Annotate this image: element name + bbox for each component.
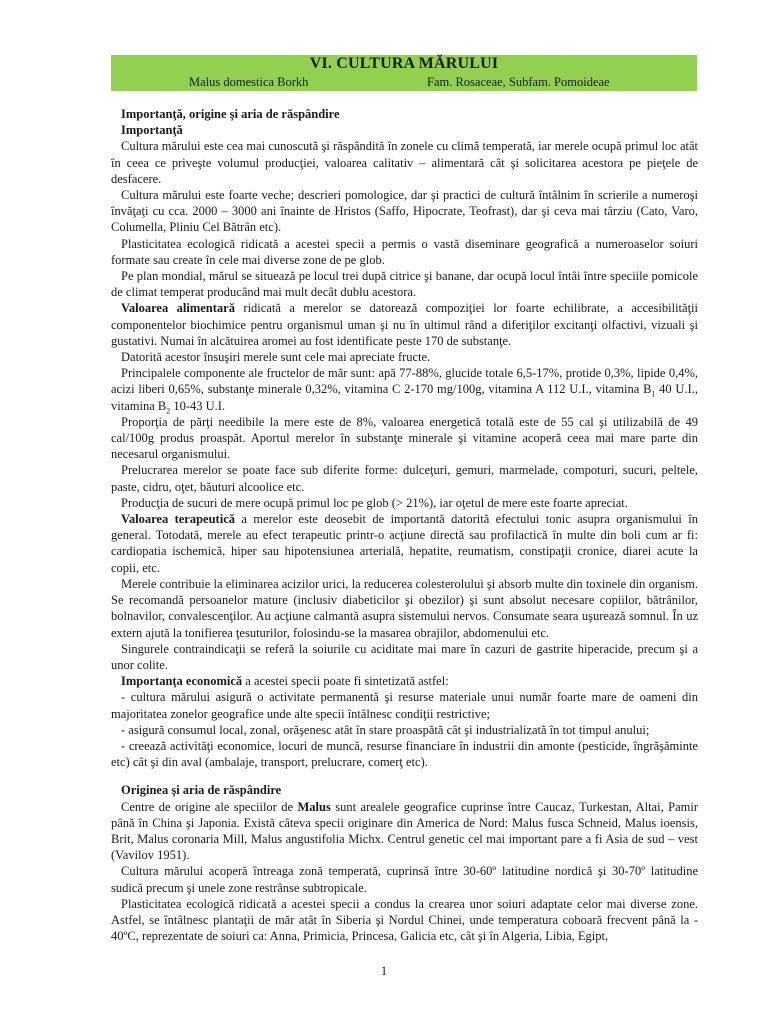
paragraph-text: a acestei specii poate fi sintetizată astfel:	[242, 674, 449, 689]
spacer	[111, 770, 698, 782]
paragraph	[111, 365, 698, 414]
paragraph: Cultura mărului este foarte veche; descrieri pomologice, dar şi practici de cultură întâlnim în scrierile a numeroşi învăţaţi cu cca. 2000 – 3000 ani înainte de Hristos (Saffo, Hipocrate, Teofrast), dar şi ceva mai târziu (Cato, Varo, Columella, Pliniu Cel Bătrân etc).	[111, 188, 698, 235]
paragraph: Cultura mărului este cea mai cunoscută şi răspândită în zonele cu climă temperată, iar merele ocupă primul loc atât în ceea ce priveşte volumul producţiei, valoarea calitativ – alimentară cât şi solicitarea acestora pe pieţele de desfacere.	[111, 139, 698, 186]
bold-term: Valoarea terapeutică	[121, 512, 235, 527]
paragraph-text: 40 U.I., vitamina B	[111, 382, 698, 413]
paragraph: Proporţia de părţi needibile la mere este de 8%, valoarea energetică totală este de 55 cal şi utilizabilă de 49 cal/100g produs proaspăt. Aportul merelor în substanţe minerale şi vitamine acoperă ceea mai mare parte din necesarul organismului.	[111, 414, 698, 462]
paragraph-text: 10-43 U.I.	[170, 398, 226, 413]
bold-term: Malus	[297, 799, 331, 814]
paragraph: Datorită acestor însuşiri merele sunt cele mai apreciate fructe.	[121, 350, 431, 365]
subscript: 2	[166, 406, 171, 416]
paragraph-text: Centre de origine ale speciilor de	[121, 799, 298, 814]
list-item: - creează activităţi economice, locuri de muncă, resurse financiare în industrii din amonte (pesticide, îngrăşăminte etc) cât şi din aval (ambalaje, transport, prelucrare, comerţ etc).	[111, 738, 698, 770]
subscript: 1	[651, 389, 656, 399]
paragraph: Merele contribuie la eliminarea acizilor urici, la reducerea colesterolului şi absorb multe din toxinele din organism. Se recomandă persoanelor mature (inclusiv diabeticilor şi obezilor) şi sunt absolut necesare copiilor, bătrânilor, bolnavilor, convalescenţilor. Au acţiune calmantă asupra sistemului nervos. Consumate seara uşurează somnul. În uz extern ajută la tonifierea ţesuturilor, folosindu-se la masarea obrajilor, abdomenului etc.	[111, 576, 698, 640]
bold-term: Importanţa economică	[121, 674, 243, 689]
paragraph: Pe plan mondial, mărul se situează pe locul trei după citrice şi banane, dar ocupă locul întâi între speciile pomicole de climat temperat producând mai mult decât dublu acestora.	[111, 269, 698, 300]
paragraph: Cultura mărului acoperă întreaga zonă temperată, cuprinsă între 30-60º latitudine nordică şi 30-70º latitudine sudică precum şi unele zone restrânse subtropicale.	[111, 864, 698, 895]
section-heading: Importanţă, origine şi aria de răspândire	[121, 107, 340, 121]
subsection-heading: Importanţă	[121, 123, 183, 138]
list-item: - cultura mărului asigură o activitate permanentă şi resurse materiale unui număr foarte mare de oameni din majoritatea zonelor geografice unde alte specii întâlnesc condiţii restrictive;	[111, 690, 698, 721]
paragraph: Plasticitatea ecologică ridicată a acestei specii a condus la crearea unor soiuri adaptate celor mai diverse zone. Astfel, se întâlnesc plantaţii de măr atât în Siberia şi Nordul Chinei, unde temperatura coboară frecvent până la - 40ºC, reprezentate de soiuri ca: Anna, Primicia, Princesa, Galicia etc, cât şi în Algeria, Libia, Egipt,	[111, 896, 698, 944]
species-name: Malus domestica Borkh	[189, 75, 309, 89]
paragraph: Producţia de sucuri de mere ocupă primul loc pe glob (> 21%), iar oţetul de mere este foarte apreciat.	[121, 495, 628, 510]
list-item: - asigură consumul local, zonal, orăşenesc atât în stare proaspătă cât şi industrializată în tot timpul anului;	[121, 722, 650, 737]
section-heading: Originea şi aria de răspândire	[121, 783, 282, 798]
paragraph: Plasticitatea ecologică ridicată a acestei specii a permis o vastă diseminare geografică a numeroaselor soiuri formate sau create în cele mai diverse zone de pe glob.	[111, 236, 698, 267]
paragraph-text: ridicată a merelor se datorează compoziţiei lor foarte echilibrate, a accesibilităţii componentelor biochimice pentru organismul uman şi nu în ultimul rând a diferiţilor excitanţi olfactivi, vizuali şi gustativi. Numai în alcătuirea aromei au fost identificate peste 170 de substanţe.	[111, 301, 699, 348]
paragraph	[111, 300, 698, 349]
paragraph-text: sunt arealele geografice cuprinse între Caucaz, Turkestan, Altai, Pamir până în China şi Japonia. Există câteva specii originare din America de Nord: Malus fusca Schneid, Malus ioensis, Brit, Malus coronaria Mill, Malus angustifolia Michx. Centrul genetic cel mai important pare a fi Asia de sud – vest (Vavilov 1951).	[111, 799, 698, 863]
paragraph-text: a merelor este deosebit de importantă datorită efectului tonic asupra organismului în general. Totodată, merele au efect terapeutic printr-o acţiune directă sau profilactică în multe din boli cum ar fi: cardiopatia ischemică, hiper sau hipotensiunea arterială, hepatite, reumatism, constipaţii cronice, diarei acute la copii, etc.	[111, 512, 698, 575]
paragraph	[111, 673, 698, 689]
paragraph	[111, 799, 698, 864]
document-body	[111, 106, 698, 944]
paragraph: Prelucrarea merelor se poate face sub diferite forme: dulceţuri, gemuri, marmelade, compoturi, sucuri, peltele, paste, cidru, oţet, băuturi alcoolice etc.	[111, 463, 698, 494]
paragraph: Singurele contraindicaţii se referă la soiurile cu aciditate mai mare în cazuri de gastrite hiperacide, precum şi a unor colite.	[111, 641, 698, 672]
paragraph	[111, 511, 698, 576]
bold-term: Valoarea alimentară	[121, 301, 235, 316]
page-number: 1	[380, 964, 388, 978]
chapter-title: VI. CULTURA MĂRULUI	[309, 55, 499, 72]
paragraph-text: Principalele componente ale fructelor de măr sunt: apă 77-88%, glucide totale 6,5-17%, protide 0,3%, lipide 0,4%, acizi liberi 0,65%, substanţe minerale 0,32%, vitamina C 2-170 mg/100g, vitamina A 112 U.I., vitamina B	[111, 366, 698, 397]
family-classification: Fam. Rosaceae, Subfam. Pomoideae	[427, 75, 610, 89]
chapter-title-banner	[111, 55, 697, 91]
